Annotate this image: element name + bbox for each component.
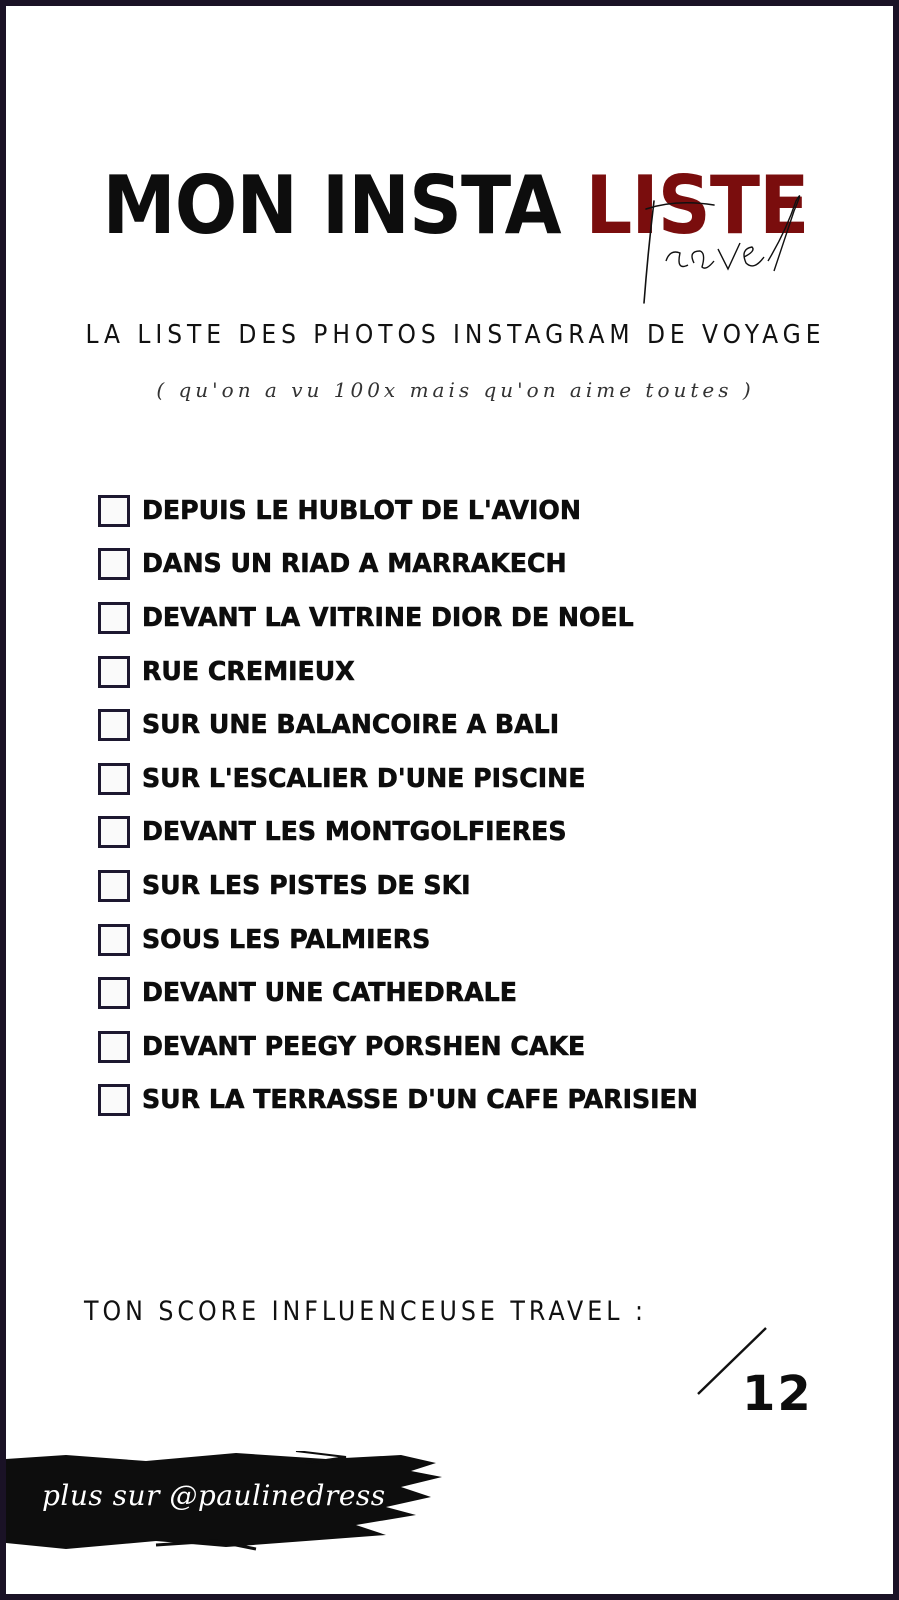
checklist-item-label: DEPUIS LE HUBLOT DE L'AVION — [142, 495, 581, 526]
checklist-item-label: SUR UNE BALANCOIRE A BALI — [142, 710, 560, 741]
tagline: ( qu'on a vu 100x mais qu'on aime toutes ) — [156, 378, 755, 402]
checklist-item-label: DEVANT LA VITRINE DIOR DE NOEL — [142, 602, 634, 633]
checkbox[interactable] — [98, 709, 130, 741]
score-total: 12 — [742, 1366, 813, 1422]
checkbox[interactable] — [98, 977, 130, 1009]
subtitle: LA LISTE DES PHOTOS INSTAGRAM DE VOYAGE — [85, 320, 826, 350]
checklist-item-label: SOUS LES PALMIERS — [142, 924, 431, 955]
checkbox[interactable] — [98, 1084, 130, 1116]
checkbox[interactable] — [98, 763, 130, 795]
checklist-item-label: DEVANT LES MONTGOLFIERES — [142, 817, 567, 848]
checklist-item-label: SUR LA TERRASSE D'UN CAFE PARISIEN — [142, 1085, 698, 1116]
score-label: TON SCORE INFLUENCEUSE TRAVEL : — [84, 1296, 647, 1327]
title-accent: LISTE — [585, 159, 809, 252]
checklist-item[interactable] — [98, 806, 715, 860]
checklist-item-label: SUR L'ESCALIER D'UNE PISCINE — [142, 763, 586, 794]
checklist-item[interactable] — [98, 538, 715, 592]
checkbox[interactable] — [98, 924, 130, 956]
checklist-item[interactable] — [98, 1074, 715, 1128]
checkbox[interactable] — [98, 656, 130, 688]
checklist-item-label: DEVANT UNE CATHEDRALE — [142, 978, 517, 1009]
checklist-item[interactable] — [98, 591, 715, 645]
checklist-item-label: SUR LES PISTES DE SKI — [142, 870, 471, 901]
checklist-item[interactable] — [98, 752, 715, 806]
checkbox[interactable] — [98, 548, 130, 580]
checklist-item-label: RUE CREMIEUX — [142, 656, 355, 687]
title-main: MON INSTA — [102, 159, 586, 252]
checklist-item[interactable] — [98, 645, 715, 699]
footer-handle-link[interactable]: plus sur @paulinedress — [42, 1479, 386, 1512]
checkbox[interactable] — [98, 816, 130, 848]
checkbox[interactable] — [98, 495, 130, 527]
checkbox[interactable] — [98, 1031, 130, 1063]
checklist-item[interactable] — [98, 859, 715, 913]
checklist-item-label: DEVANT PEEGY PORSHEN CAKE — [142, 1031, 586, 1062]
travel-script-logo — [636, 191, 816, 311]
checkbox[interactable] — [98, 870, 130, 902]
checkbox[interactable] — [98, 602, 130, 634]
checklist-item[interactable] — [98, 698, 715, 752]
photo-checklist — [98, 484, 715, 1127]
checklist-item[interactable] — [98, 484, 715, 538]
checklist-item[interactable] — [98, 1020, 715, 1074]
checklist-item-label: DANS UN RIAD A MARRAKECH — [142, 549, 567, 580]
checklist-item[interactable] — [98, 966, 715, 1020]
checklist-item[interactable] — [98, 913, 715, 967]
